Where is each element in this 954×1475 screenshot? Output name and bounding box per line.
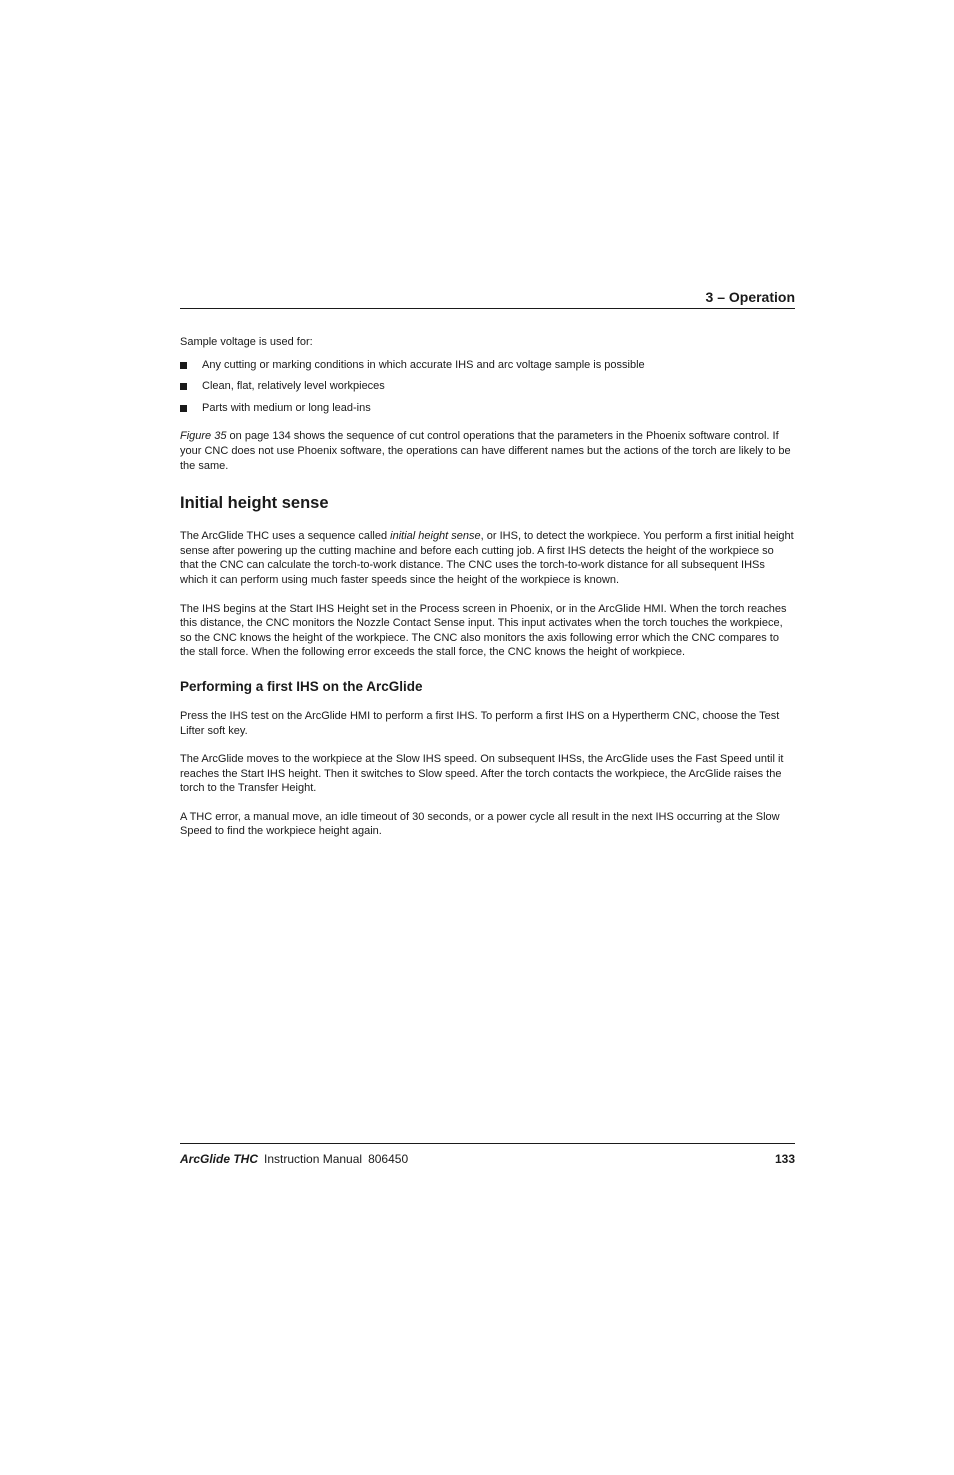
page-content	[180, 335, 795, 839]
square-bullet-icon	[180, 362, 187, 369]
ihs-intro-text-start: The ArcGlide THC uses a sequence called	[180, 530, 391, 543]
page-number: 133	[774, 1152, 795, 1166]
chapter-header: 3 – Operation	[705, 289, 795, 305]
intro-text: Sample voltage is used for:	[180, 336, 313, 348]
figure-paragraph-text: on page 134 shows the sequence of cut control operations that the parameters in the Phoenix software control. If your CNC does not use Phoenix software, the operations can have different names but the actions of the torch are likely to be the same.	[180, 430, 791, 472]
list-item	[180, 379, 795, 394]
first-ihs-paragraph: Press the IHS test on the ArcGlide HMI to perform a first IHS. To perform a first IHS on a Hypertherm CNC, choose the Test Lifter soft key.	[180, 709, 780, 737]
ihs-intro-text-end: , or IHS, to detect the workpiece. You perform a first initial height sense after powering up the cutting machine and before each cutting job. A first IHS detects the height of the workpiece so that the CNC can calculate the torch-to-work distance. The CNC uses the torch-to-work distance for all subsequent IHSs which it can perform using much faster speeds since the height of the workpiece is known.	[180, 530, 794, 586]
footer-divider	[180, 1143, 795, 1144]
list-item	[180, 401, 795, 416]
figure-link[interactable]: Figure 35	[180, 430, 227, 443]
list-item	[180, 358, 795, 373]
manual-title: Instruction Manual	[264, 1152, 363, 1166]
document-page	[180, 0, 795, 1475]
bullet-list	[180, 358, 795, 416]
ihs-speed-paragraph: The ArcGlide moves to the workpiece at the Slow IHS speed. On subsequent IHSs, the ArcGlide uses the Fast Speed until it reaches the Start IHS height. Then it switches to Slow speed. After the torch contacts the workpiece, the ArcGlide raises the torch to the Transfer Height.	[180, 753, 784, 795]
list-item-text: Parts with medium or long lead-ins	[202, 401, 371, 414]
header-divider	[180, 308, 795, 309]
ihs-reset-paragraph: A THC error, a manual move, an idle timeout of 30 seconds, or a power cycle all result in the next IHS occurring at the Slow Speed to find the workpiece height again.	[180, 810, 780, 838]
product-name: ArcGlide THC	[180, 1152, 259, 1166]
ihs-intro-paragraph	[180, 529, 795, 587]
square-bullet-icon	[180, 383, 187, 390]
list-item-text: Any cutting or marking conditions in which accurate IHS and arc voltage sample is possible	[202, 358, 645, 371]
subsection-heading: Performing a first IHS on the ArcGlide	[180, 678, 423, 694]
document-number: 806450	[368, 1152, 409, 1166]
figure-reference-paragraph	[180, 429, 795, 473]
footer-info	[180, 1152, 408, 1166]
square-bullet-icon	[180, 405, 187, 412]
ihs-process-paragraph: The IHS begins at the Start IHS Height set in the Process screen in Phoenix, or in the ArcGlide HMI. When the torch reaches this distance, the CNC monitors the Nozzle Contact Sense input. This input activates when the torch touches the workpiece, so the CNC knows the height of the workpiece. The CNC also monitors the axis following error which the CNC compares to the stall force. When the following error exceeds the stall force, the CNC knows the height of workpiece.	[180, 602, 787, 659]
ihs-term: initial height sense	[390, 530, 481, 543]
section-heading: Initial height sense	[180, 494, 329, 513]
list-item-text: Clean, flat, relatively level workpieces	[202, 380, 385, 393]
